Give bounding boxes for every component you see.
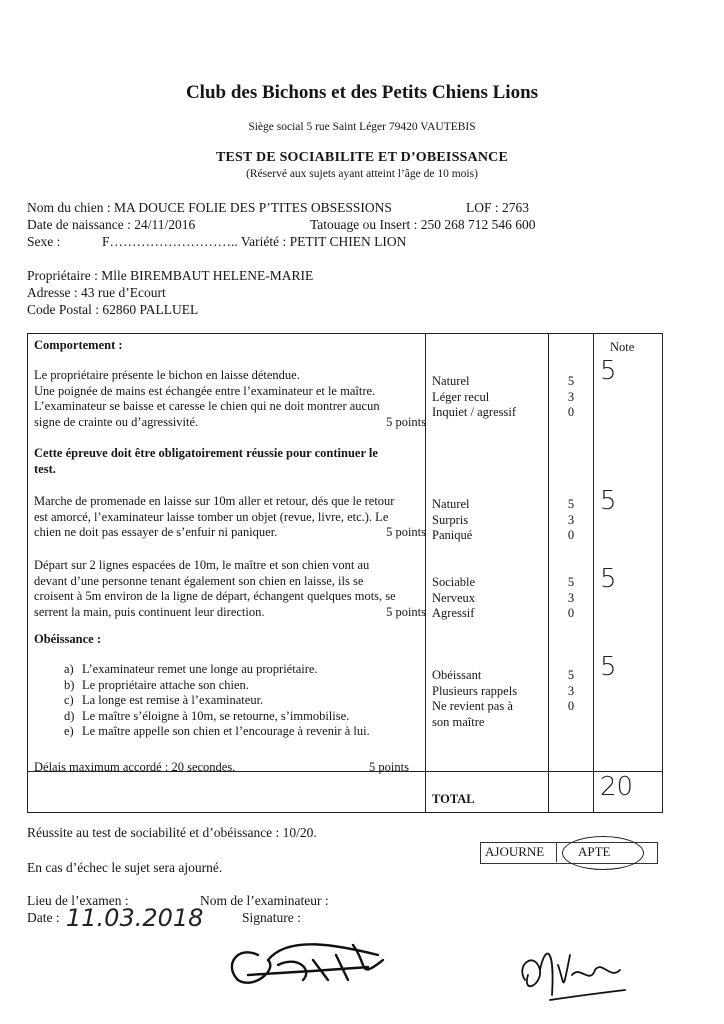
option-label: Obéissant <box>432 668 482 682</box>
apte-label: APTE <box>578 844 611 859</box>
criterion-crossing <box>34 558 430 620</box>
ajourne-label: AJOURNE <box>485 844 545 859</box>
dog-lof: LOF : 2763 <box>466 200 530 215</box>
criterion-text: devant d’une personne tenant également son chien en laisse, ils se <box>34 573 364 588</box>
option-label: Paniqué <box>432 528 473 542</box>
test-subtitle: (Réservé aux sujets ayant atteint l’âge de 10 mois) <box>246 168 478 180</box>
option-label: Inquiet / agressif <box>432 405 517 419</box>
score-value: 0 <box>567 405 575 419</box>
step-letter: e) <box>64 724 74 738</box>
option-label: Nerveux <box>432 590 476 605</box>
handwritten-note: 5 <box>600 356 617 386</box>
siege-social: Siège social 5 rue Saint Léger 79420 VAUTEBIS <box>248 121 476 133</box>
criterion-text: Marche de promenade en laisse sur 10m aller et retour, dés que le retour <box>34 494 395 508</box>
owner-postal-code: Code Postal : 62860 PALLUEL <box>27 302 199 317</box>
exam-date-handwritten: 11.03.2018 <box>66 904 204 932</box>
failure-note: En cas d’échec le sujet sera ajourné. <box>27 860 223 875</box>
step-text: Le propriétaire attache son chien. <box>82 677 249 692</box>
step-letter: a) <box>64 662 74 676</box>
step-letter: b) <box>64 677 75 692</box>
criterion-text: est amorcé, l’examinateur laisse tomber un objet (revue, livre, etc.). Le <box>34 509 389 524</box>
score-value: 5 <box>567 668 575 682</box>
success-threshold: Réussite au test de sociabilité et d’obéissance : 10/20. <box>27 825 317 840</box>
criterion-options <box>432 374 550 421</box>
criterion-options <box>432 668 550 730</box>
step-text: Le maître s’éloigne à 10m, se retourne, s’immobilise. <box>82 708 350 723</box>
warning-text: Cette épreuve doit être obligatoirement réussie pour continuer le <box>34 446 378 460</box>
criterion-text: serrent la main, puis continuent leur direction. <box>34 604 265 619</box>
total-label: TOTAL <box>432 792 475 806</box>
owner-name: Propriétaire : Mlle BIREMBAUT HELENE-MARIE <box>27 268 314 283</box>
list-item <box>64 709 430 725</box>
option-label: Naturel <box>432 497 470 511</box>
step-text: La longe est remise à l’examinateur. <box>82 693 264 707</box>
examiner-name-label: Nom de l’examinateur : <box>200 893 329 908</box>
option-label: Ne revient pas à <box>432 699 513 713</box>
score-value: 3 <box>567 389 575 404</box>
score-value: 3 <box>567 512 575 527</box>
dog-sex-label: Sexe : <box>27 234 61 249</box>
score-value: 3 <box>567 683 575 698</box>
step-letter: c) <box>64 693 74 707</box>
option-label: Léger recul <box>432 389 490 404</box>
score-value: 5 <box>567 575 575 589</box>
criterion-points: 5 points <box>386 604 426 619</box>
list-item <box>64 693 430 709</box>
dog-name: Nom du chien : MA DOUCE FOLIE DES P’TITES OBSESSIONS <box>27 200 392 215</box>
section-comportement-title: Comportement : <box>34 338 123 352</box>
column-divider <box>593 334 594 812</box>
dog-tattoo: Tatouage ou Insert : 250 268 712 546 600 <box>310 217 536 232</box>
option-label: Agressif <box>432 606 475 620</box>
result-divider <box>556 842 557 862</box>
list-item <box>64 678 430 694</box>
exam-date-label: Date : <box>27 910 60 925</box>
criterion-text: Le propriétaire présente le bichon en laisse détendue. <box>34 368 300 382</box>
evaluation-table <box>27 333 663 813</box>
score-value: 5 <box>567 497 575 511</box>
handwritten-note: 5 <box>600 564 617 594</box>
handwritten-note: 5 <box>600 652 617 682</box>
criterion-scores <box>564 374 578 421</box>
criterion-scores <box>564 575 578 622</box>
warning-text: test. <box>34 461 56 476</box>
step-letter: d) <box>64 708 75 723</box>
apte-circle-mark <box>562 836 644 870</box>
total-value: 20 <box>600 772 634 802</box>
criterion-text: Une poignée de mains est échangée entre l’examinateur et le maître. <box>34 383 376 398</box>
criterion-text: chien ne doit pas essayer de s’enfuir ni paniquer. <box>34 525 278 539</box>
criterion-points: 5 points <box>386 414 426 429</box>
examiner-signature <box>218 925 398 995</box>
criterion-greeting <box>34 368 430 430</box>
score-value: 5 <box>567 374 575 388</box>
criterion-text: signe de crainte ou d’agressivité. <box>34 414 199 429</box>
criterion-scores <box>564 497 578 544</box>
option-label: Sociable <box>432 575 476 589</box>
criterion-points: 5 points <box>369 760 409 774</box>
club-title: Club des Bichons et des Petits Chiens Lions <box>185 82 539 103</box>
handwritten-note: 5 <box>600 486 617 516</box>
criterion-scores <box>564 668 578 715</box>
mandatory-warning <box>34 446 430 477</box>
obeissance-steps <box>34 662 430 740</box>
list-item <box>64 724 430 740</box>
dog-birthdate: Date de naissance : 24/11/2016 <box>27 217 196 232</box>
option-label: son maître <box>432 714 485 729</box>
max-delay: Délais maximum accordé : 20 secondes. <box>34 760 236 774</box>
signature-label: Signature : <box>242 910 301 925</box>
option-label: Surpris <box>432 512 469 527</box>
score-value: 3 <box>567 590 575 605</box>
criterion-text: Départ sur 2 lignes espacées de 10m, le maître et son chien vont au <box>34 558 370 572</box>
section-obeissance-title: Obéissance : <box>34 632 102 646</box>
score-value: 0 <box>567 699 575 713</box>
step-text: L’examinateur remet une longe au propriétaire. <box>82 662 318 676</box>
list-item <box>64 662 430 678</box>
criterion-options <box>432 575 550 622</box>
criterion-options <box>432 497 550 544</box>
dog-sex-variety: F……………………….. Variété : PETIT CHIEN LION <box>102 234 407 249</box>
exam-location-label: Lieu de l’examen : <box>27 893 129 908</box>
score-value: 0 <box>567 528 575 542</box>
option-label: Plusieurs rappels <box>432 683 518 698</box>
step-text: Le maître appelle son chien et l’encourage à revenir à lui. <box>82 724 370 738</box>
secondary-signature <box>510 935 640 1015</box>
option-label: Naturel <box>432 374 470 388</box>
test-title: TEST DE SOCIABILITE ET D’OBEISSANCE <box>215 150 509 165</box>
criterion-walk <box>34 494 430 540</box>
note-header: Note <box>610 340 635 354</box>
criterion-text: L’examinateur se baisse et caresse le chien qui ne doit montrer aucun <box>34 399 380 413</box>
owner-address: Adresse : 43 rue d’Ecourt <box>27 285 166 300</box>
score-value: 0 <box>567 606 575 620</box>
criterion-points: 5 points <box>386 524 426 539</box>
criterion-text: croisent à 5m environ de la ligne de départ, échangent quelques mots, se <box>34 589 396 603</box>
